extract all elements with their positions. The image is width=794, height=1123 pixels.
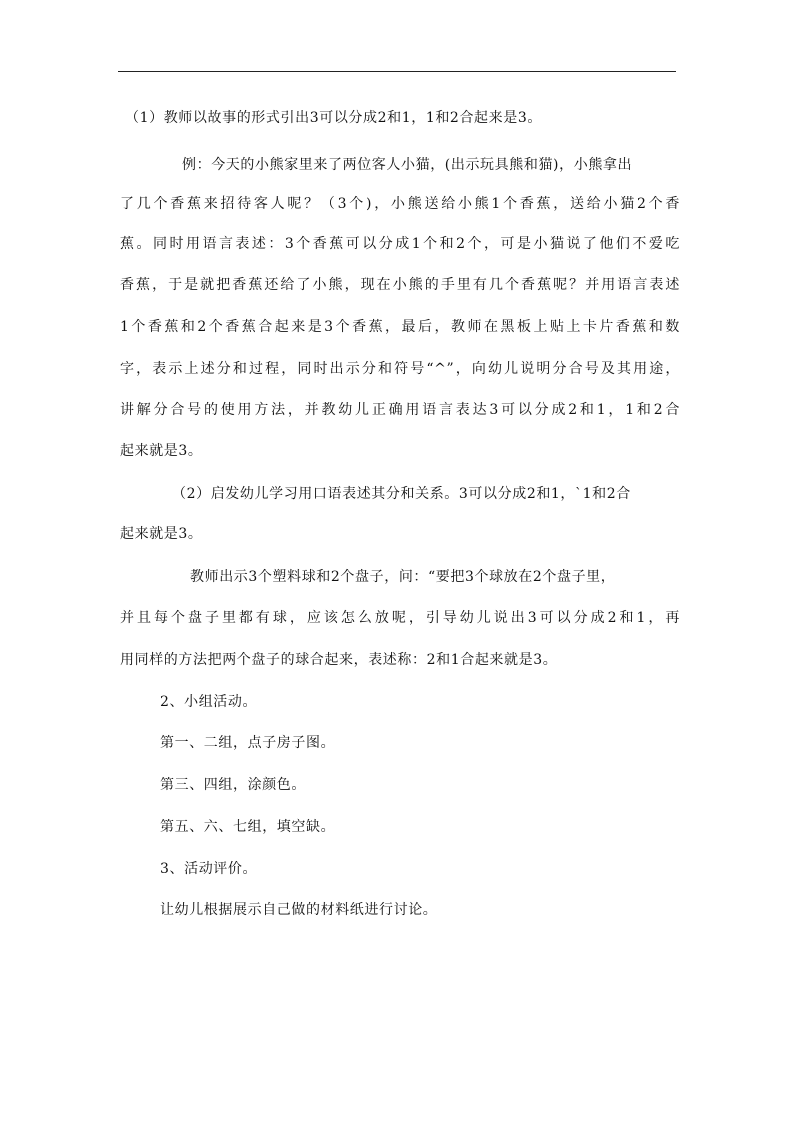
list-item: 第五、六、七组，填空缺。 <box>160 819 336 835</box>
paragraph-line: 用同样的方法把两个盘子的球合起来，表述称：2和1合起来就是3。 <box>120 652 558 668</box>
list-item: 第一、二组，点子房子图。 <box>160 735 336 751</box>
paragraph-line: （1）教师以故事的形式引出3可以分成2和1，1和2合起来是3。 <box>125 110 542 126</box>
list-item: 第三、四组，涂颜色。 <box>160 777 306 793</box>
paragraph-line: 了几个香蕉来招待客人呢？（3个)，小熊送给小熊1个香蕉，送给小猫2个香 <box>120 196 680 212</box>
section-heading: 2、小组活动。 <box>160 694 258 710</box>
paragraph-line: 例：今天的小熊家里来了两位客人小猫，(出示玩具熊和猫)，小熊拿出 <box>182 157 633 173</box>
header-rule <box>118 71 676 72</box>
paragraph-line: 1个香蕉和2个香蕉合起来是3个香蕉，最后，教师在黑板上贴上卡片香蕉和数 <box>120 319 680 335</box>
paragraph-line: 让幼儿根据展示自己做的材料纸进行讨论。 <box>160 902 438 918</box>
section-heading: 3、活动评价。 <box>160 861 258 877</box>
paragraph-line: 讲解分合号的使用方法，并教幼儿正确用语言表达3可以分成2和1，1和2合 <box>120 402 680 418</box>
paragraph-line: 起来就是3。 <box>120 526 203 542</box>
paragraph-line: 字，表示上述分和过程，同时出示分和符号“^”，向幼儿说明分合号及其用途， <box>120 361 680 377</box>
paragraph-line: 蕉。同时用语言表述：3个香蕉可以分成1个和2个，可是小猫说了他们不爱吃 <box>120 236 680 252</box>
paragraph-line: 教师出示3个塑料球和2个盘子，问：“要把3个球放在2个盘子里， <box>190 569 616 585</box>
paragraph-line: （2）启发幼儿学习用口语表述其分和关系。3可以分成2和1，`1和2合 <box>172 486 631 502</box>
paragraph-line: 香蕉，于是就把香蕉还给了小熊，现在小熊的手里有几个香蕉呢？并用语言表述 <box>120 277 680 293</box>
paragraph-line: 并且每个盘子里都有球，应该怎么放呢，引导幼儿说出3可以分成2和1，再 <box>120 610 680 626</box>
paragraph-line: 起来就是3。 <box>120 443 203 459</box>
